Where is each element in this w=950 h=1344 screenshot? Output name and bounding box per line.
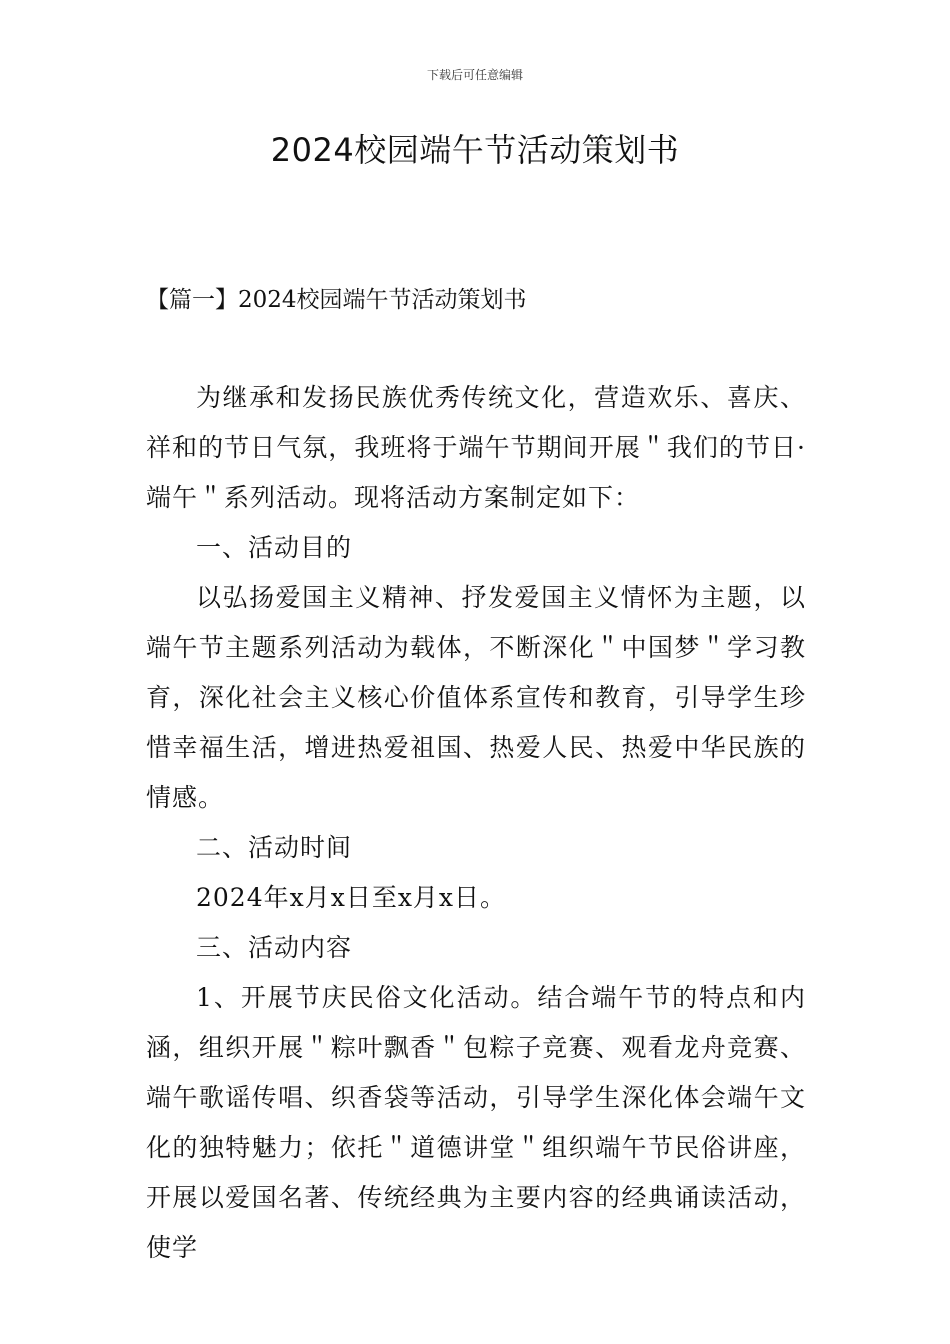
- heading-content: 三、活动内容: [196, 933, 353, 962]
- section-heading: 【篇一】2024校园端午节活动策划书: [146, 287, 527, 313]
- page-header-note: 下载后可任意编辑: [426, 68, 523, 82]
- heading-objective: 一、活动目的: [196, 533, 353, 562]
- paragraph-time: 2024年x月x日至x月x日。: [196, 883, 507, 912]
- paragraph-content-1: 1、开展节庆民俗文化活动。结合端午节的特点和内涵，组织开展＂粽叶飘香＂包粽子竞赛、观看龙舟竞赛、端午歌谣传唱、织香袋等活动，引导学生深化体会端午文化的独特魅力；依托＂道德讲堂＂组织端午节民俗讲座，开展以爱国名著、传统经典为主要内容的经典诵读活动，使学: [146, 983, 806, 1262]
- paragraph-objective: 以弘扬爱国主义精神、抒发爱国主义情怀为主题，以端午节主题系列活动为载体，不断深化＂中国梦＂学习教育，深化社会主义核心价值体系宣传和教育，引导学生珍惜幸福生活，增进热爱祖国、热爱人民、热爱中华民族的情感。: [146, 583, 806, 812]
- paragraph-intro: 为继承和发扬民族优秀传统文化，营造欢乐、喜庆、祥和的节日气氛，我班将于端午节期间开展＂我们的节日·端午＂系列活动。现将活动方案制定如下：: [146, 383, 806, 512]
- document-body: [146, 373, 806, 1273]
- heading-time: 二、活动时间: [196, 833, 353, 862]
- document-title: 2024校园端午节活动策划书: [270, 131, 680, 169]
